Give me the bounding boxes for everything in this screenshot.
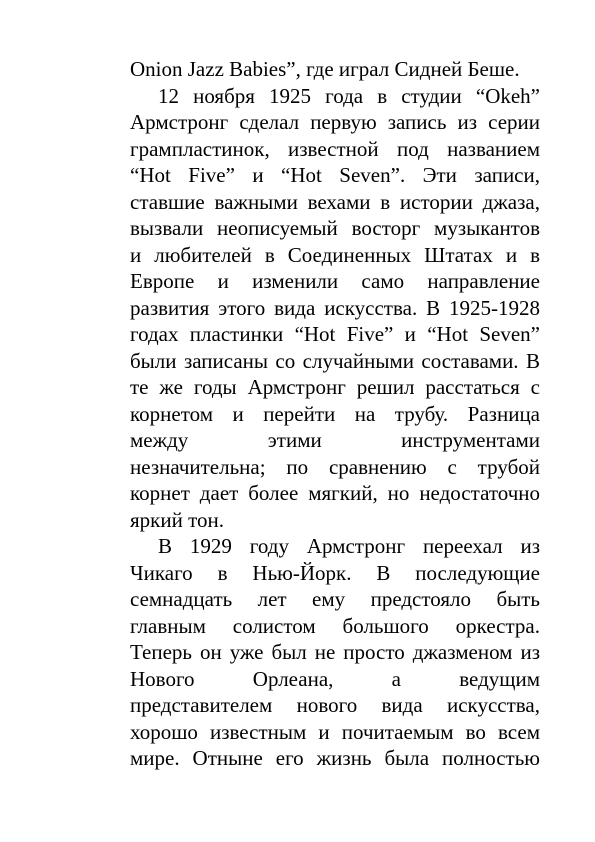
text-line: главным солистом большого оркестра.	[130, 613, 540, 638]
text-line: представителем нового вида искусства,	[130, 693, 540, 717]
text-line: Теперь он уже был не просто джазменом из	[130, 640, 540, 664]
text-line: грампластинок, известной под названием	[130, 136, 540, 161]
text-line: Нового Орлеана, а ведущим	[130, 666, 540, 691]
text-line: Армстронг сделал первую запись из серии	[130, 110, 540, 134]
text-line: между этими инструментами	[130, 428, 540, 452]
text-line: те же годы Армстронг решил расстаться с	[130, 375, 540, 399]
text-line: корнет дает более мягкий, но недостаточно	[130, 481, 540, 505]
text-line: “Hot Five” и “Hot Seven”. Эти записи,	[130, 163, 540, 187]
text-line: В 1929 году Армстронг переехал из	[158, 534, 540, 558]
text-line: Европе и изменили само направление	[130, 269, 540, 293]
text-line: яркий тон.	[130, 507, 224, 532]
text-line: хорошо известным и почитаемым во всем	[130, 719, 540, 744]
text-line: годах пластинки “Hot Five” и “Hot Seven”	[130, 322, 540, 346]
text-line: развития этого вида искусства. В 1925-1928	[130, 295, 540, 320]
body-text	[130, 56, 540, 772]
text-line: вызвали неописуемый восторг музыкантов	[130, 216, 540, 240]
text-line: ставшие важными вехами в истории джаза,	[130, 189, 540, 214]
text-line: незначительна; по сравнению с трубой	[130, 454, 540, 479]
text-line: Onion Jazz Babies”, где играл Сидней Беше.	[130, 57, 520, 81]
text-line: корнетом и перейти на трубу. Разница	[130, 401, 540, 426]
text-line: мире. Отныне его жизнь была полностью	[130, 746, 540, 770]
text-line: семнадцать лет ему предстояло быть	[130, 587, 540, 611]
text-line: 12 ноября 1925 года в студии “Okeh”	[158, 83, 540, 108]
text-line: были записаны со случайными составами. В	[130, 348, 540, 373]
text-line: Чикаго в Нью-Йорк. В последующие	[130, 560, 540, 585]
text-line: и любителей в Соединенных Штатах и в	[130, 242, 540, 267]
